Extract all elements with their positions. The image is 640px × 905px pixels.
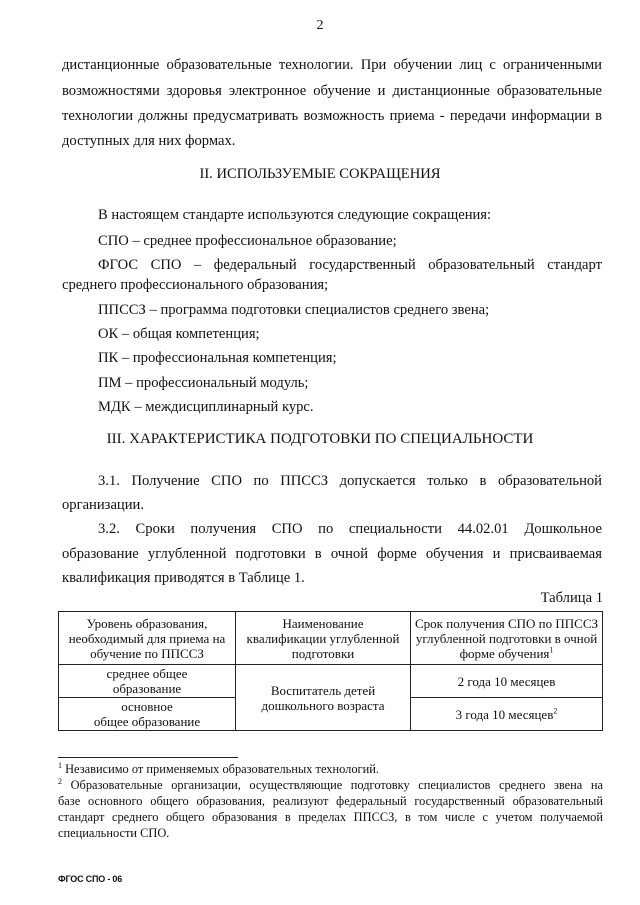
abbr-fgos-line2: среднего профессионального образования; [62,277,329,293]
s3-p1-line2: организации. [62,497,144,513]
intro-line-3: технологии должны предусматривать возможность приема - передачи информации в [62,108,602,124]
table-caption: Таблица 1 [540,590,603,606]
page-number: 2 [316,18,324,33]
qualification-cell: Воспитатель детей дошкольного возраста [236,665,411,731]
s3-p2-line3: квалификация приводятся в Таблице 1. [62,570,305,586]
footnote-2-line4: специальности СПО. [58,826,170,840]
section3-title: III. ХАРАКТЕРИСТИКА ПОДГОТОВКИ ПО СПЕЦИАЛЬНОСТИ [106,431,534,447]
s3-p1-line1: 3.1. Получение СПО по ППССЗ допускается только в образовательной [98,473,602,489]
abbr-mdk: МДК – междисциплинарный курс. [98,399,314,415]
row2-level: основное общее образование [59,698,236,731]
row2-term: 3 года 10 месяцев$^2$ [411,698,603,731]
header-study-term: Срок получения СПО по ППССЗ углубленной подготовки в очной форме обучения$^1$ [411,612,603,665]
table-1 [58,611,603,731]
abbr-spo: СПО – среднее профессиональное образование; [98,233,397,249]
abbr-fgos-line1: ФГОС СПО – федеральный государственный образовательный стандарт [98,257,602,273]
footnote-2-line2: базе основного общего образования, реализуют федеральный государственный образовательный [58,794,603,808]
abbr-ppssz: ППССЗ – программа подготовки специалистов среднего звена; [98,302,490,318]
footnote-2-line3: стандарт среднего общего образования в пределах ППССЗ, в том числе с учетом получаемой [58,810,603,824]
intro-line-1: дистанционные образовательные технологии. При обучении лиц с ограниченными [62,57,602,73]
row1-level: среднее общее образование [59,665,236,698]
table-row [59,665,603,698]
footnote-ref-1: 1 [549,645,554,655]
table-header-row [59,612,603,665]
section2-lead: В настоящем стандарте используются следующие сокращения: [98,207,492,223]
abbr-pk: ПК – профессиональная компетенция; [98,350,337,366]
abbr-ok: ОК – общая компетенция; [98,326,260,342]
intro-line-4: доступных для них формах. [62,133,236,149]
header-education-level: Уровень образования, необходимый для приема на обучение по ППССЗ [59,612,236,665]
s3-p2-line2: образование углубленной подготовки в очной форме обучения и присваиваемая [62,546,602,562]
footnote-divider [58,757,238,758]
s3-p2-line1: 3.2. Сроки получения СПО по специальности 44.02.01 Дошкольное [98,521,602,537]
header-qualification: Наименование квалификации углубленной подготовки [236,612,411,665]
intro-line-2: возможностями здоровья электронное обучение и дистанционные образовательные [62,83,602,99]
page-footer: ФГОС СПО - 06 [58,874,123,884]
footnote-1: $^1$ Независимо от применяемых образовательных технологий. [58,760,379,776]
footnote-2-line1: $^2$ Образовательные организации, осуществляющие подготовку специалистов среднего звена на [58,776,603,792]
row1-term: 2 года 10 месяцев [411,665,603,698]
abbr-pm: ПМ – профессиональный модуль; [98,375,309,391]
section2-title: II. ИСПОЛЬЗУЕМЫЕ СОКРАЩЕНИЯ [199,166,441,182]
footnote-ref-2: 2 [553,706,558,716]
